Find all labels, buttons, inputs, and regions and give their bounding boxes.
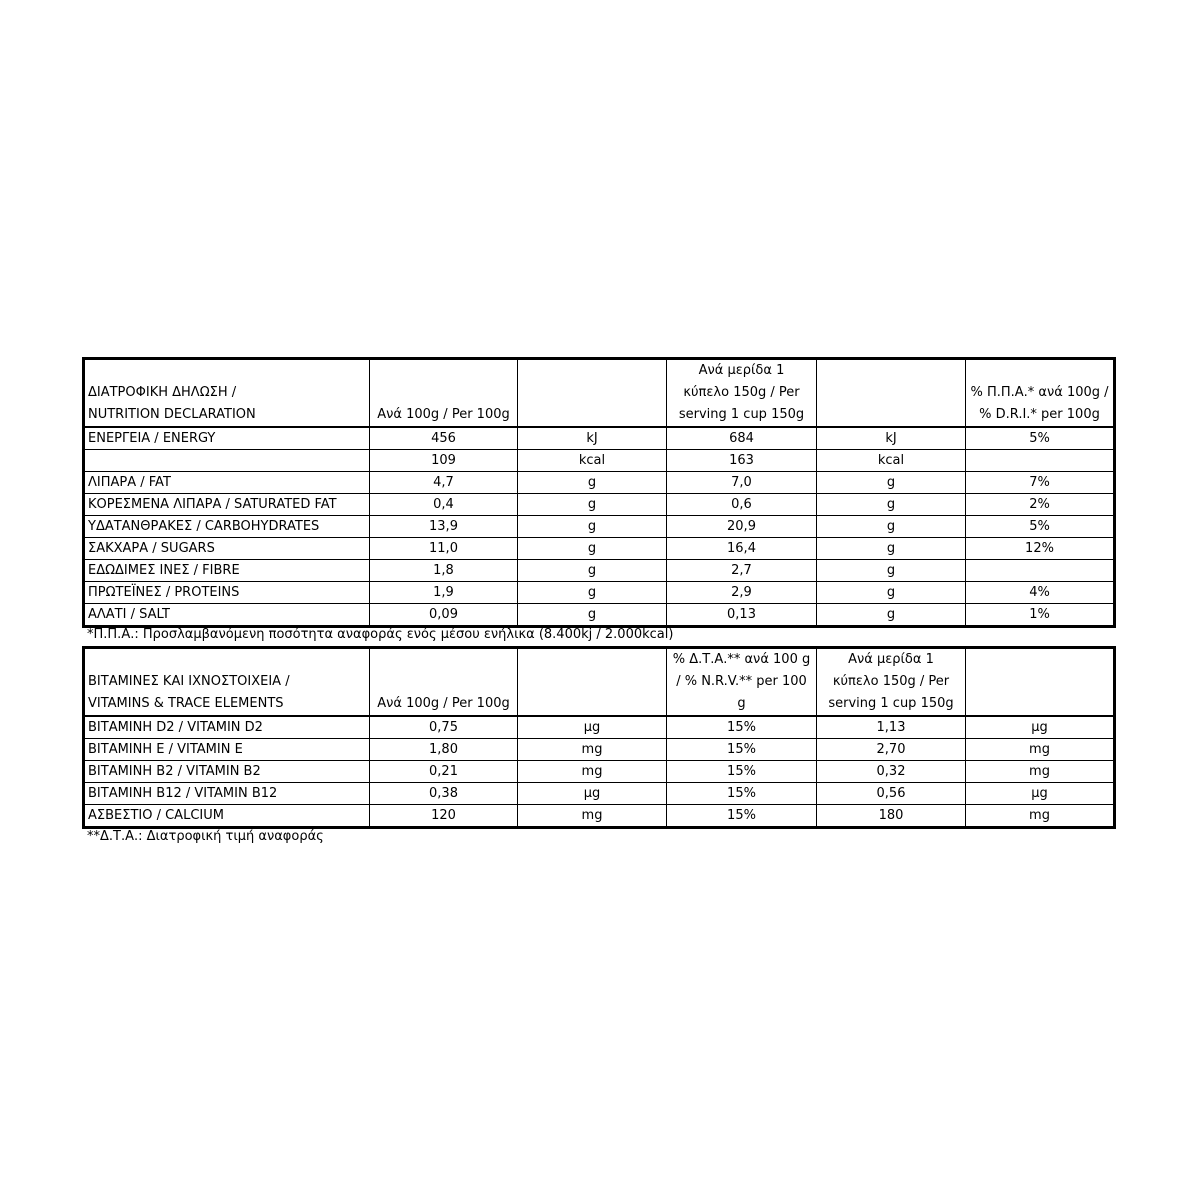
- table-row: [85, 427, 1114, 450]
- cell-per100: 1,80: [370, 739, 518, 761]
- cell-serving: 2,70: [817, 739, 966, 761]
- table-row: [85, 716, 1114, 739]
- cell-name: ΑΛΑΤΙ / SALT: [85, 604, 370, 626]
- header-line: ΒΙΤΑΜΙΝΕΣ ΚΑΙ ΙΧΝΟΣΤΟΙΧΕΙΑ /: [88, 674, 290, 689]
- cell-unit1: mg: [518, 805, 667, 827]
- cell-unit2: mg: [966, 739, 1114, 761]
- cell-nrv: 15%: [667, 716, 817, 739]
- footnote-dri: *Π.Π.Α.: Προσλαμβανόμενη ποσότητα αναφοράς ενός μέσου ενήλικα (8.400kj / 2.000kcal): [87, 627, 674, 642]
- cell-per100: 120: [370, 805, 518, 827]
- table-row: [85, 761, 1114, 783]
- header-per-serving: [667, 360, 817, 428]
- header-line: serving 1 cup 150g: [678, 407, 805, 422]
- cell-dri: 5%: [966, 427, 1114, 450]
- cell-name: ΚΟΡΕΣΜΕΝΑ ΛΙΠΑΡΑ / SATURATED FAT: [85, 494, 370, 516]
- cell-unit1: g: [518, 472, 667, 494]
- cell-per100: 0,09: [370, 604, 518, 626]
- cell-dri: 5%: [966, 516, 1114, 538]
- cell-serving: 2,9: [667, 582, 817, 604]
- cell-nrv: 15%: [667, 739, 817, 761]
- cell-name: ΒΙΤΑΜΙΝΗ B2 / VITAMIN B2: [85, 761, 370, 783]
- header-line: NUTRITION DECLARATION: [88, 407, 256, 422]
- cell-unit1: mg: [518, 739, 667, 761]
- cell-per100: 0,75: [370, 716, 518, 739]
- cell-unit2: g: [817, 582, 966, 604]
- table-row: [85, 783, 1114, 805]
- cell-serving: 0,13: [667, 604, 817, 626]
- header-unit: [518, 360, 667, 428]
- cell-per100: 4,7: [370, 472, 518, 494]
- cell-unit1: g: [518, 494, 667, 516]
- header-per-serving: [817, 649, 966, 717]
- cell-serving: 16,4: [667, 538, 817, 560]
- header-line: % Δ.Τ.Α.** ανά 100 g: [672, 652, 811, 667]
- cell-serving: 0,6: [667, 494, 817, 516]
- cell-serving: 7,0: [667, 472, 817, 494]
- cell-unit2: mg: [966, 761, 1114, 783]
- header-dri: [966, 360, 1114, 428]
- header-line: κύπελο 150g / Per: [683, 385, 800, 400]
- cell-unit1: μg: [518, 716, 667, 739]
- footnote-nrv: **Δ.Τ.Α.: Διατροφική τιμή αναφοράς: [87, 829, 324, 844]
- cell-name: ΛΙΠΑΡΑ / FAT: [85, 472, 370, 494]
- cell-unit2: g: [817, 494, 966, 516]
- cell-nrv: 15%: [667, 761, 817, 783]
- cell-unit2: g: [817, 516, 966, 538]
- header-line: Ανά μερίδα 1: [698, 363, 785, 378]
- cell-unit1: kcal: [518, 450, 667, 472]
- cell-unit1: g: [518, 582, 667, 604]
- header-nrv: [667, 649, 817, 717]
- cell-per100: 1,8: [370, 560, 518, 582]
- header-unit: [817, 360, 966, 428]
- table-row: [85, 538, 1114, 560]
- cell-serving: 2,7: [667, 560, 817, 582]
- cell-name: ΣΑΚΧΑΡΑ / SUGARS: [85, 538, 370, 560]
- header-per-100g: Ανά 100g / Per 100g: [370, 360, 518, 428]
- cell-unit1: g: [518, 560, 667, 582]
- cell-name: ΒΙΤΑΜΙΝΗ D2 / VITAMIN D2: [85, 716, 370, 739]
- cell-name: ΠΡΩΤΕΪΝΕΣ / PROTEINS: [85, 582, 370, 604]
- cell-unit1: g: [518, 538, 667, 560]
- cell-dri: 4%: [966, 582, 1114, 604]
- header-line: ΔΙΑΤΡΟΦΙΚΗ ΔΗΛΩΣΗ /: [88, 385, 237, 400]
- cell-serving: 0,56: [817, 783, 966, 805]
- cell-dri: [966, 560, 1114, 582]
- cell-unit1: μg: [518, 783, 667, 805]
- cell-per100: 1,9: [370, 582, 518, 604]
- cell-unit1: kJ: [518, 427, 667, 450]
- cell-serving: 0,32: [817, 761, 966, 783]
- cell-per100: 11,0: [370, 538, 518, 560]
- cell-nrv: 15%: [667, 805, 817, 827]
- cell-unit2: μg: [966, 716, 1114, 739]
- cell-dri: 2%: [966, 494, 1114, 516]
- cell-name: ΕΔΩΔΙΜΕΣ ΙΝΕΣ / FIBRE: [85, 560, 370, 582]
- cell-per100: 0,21: [370, 761, 518, 783]
- cell-per100: 456: [370, 427, 518, 450]
- header-vitamins: [85, 649, 370, 717]
- cell-serving: 684: [667, 427, 817, 450]
- cell-name: ΥΔΑΤΑΝΘΡΑΚΕΣ / CARBOHYDRATES: [85, 516, 370, 538]
- vitamins-table: [84, 648, 1114, 827]
- table-row: [85, 516, 1114, 538]
- header-line: Ανά μερίδα 1: [848, 652, 934, 667]
- cell-dri: 12%: [966, 538, 1114, 560]
- cell-per100: 13,9: [370, 516, 518, 538]
- cell-unit2: g: [817, 472, 966, 494]
- cell-serving: 1,13: [817, 716, 966, 739]
- cell-unit1: mg: [518, 761, 667, 783]
- header-line: % Π.Π.Α.* ανά 100g /: [970, 385, 1109, 400]
- cell-dri: [966, 450, 1114, 472]
- cell-unit2: g: [817, 604, 966, 626]
- header-line: κύπελο 150g / Per: [832, 674, 950, 689]
- header-nutrition-declaration: [85, 360, 370, 428]
- cell-name: ΕΝΕΡΓΕΙΑ / ENERGY: [85, 427, 370, 450]
- cell-name: [85, 450, 370, 472]
- cell-unit1: g: [518, 604, 667, 626]
- cell-per100: 0,4: [370, 494, 518, 516]
- cell-unit1: g: [518, 516, 667, 538]
- cell-dri: 7%: [966, 472, 1114, 494]
- cell-name: ΒΙΤΑΜΙΝΗ B12 / VITAMIN B12: [85, 783, 370, 805]
- cell-serving: 163: [667, 450, 817, 472]
- table-row: [85, 604, 1114, 626]
- header-line: VITAMINS & TRACE ELEMENTS: [88, 696, 284, 711]
- header-unit: [518, 649, 667, 717]
- cell-per100: 109: [370, 450, 518, 472]
- table-row: [85, 450, 1114, 472]
- header-line: g: [737, 696, 746, 711]
- cell-unit2: kcal: [817, 450, 966, 472]
- nutrition-declaration-table: [84, 359, 1114, 626]
- table-row: [85, 472, 1114, 494]
- header-line: % D.R.I.* per 100g: [979, 407, 1100, 422]
- cell-unit2: μg: [966, 783, 1114, 805]
- header-line: serving 1 cup 150g: [828, 696, 954, 711]
- table-row: [85, 560, 1114, 582]
- cell-per100: 0,38: [370, 783, 518, 805]
- header-unit: [966, 649, 1114, 717]
- table-row: [85, 739, 1114, 761]
- header-line: / % N.R.V.** per 100: [676, 674, 807, 689]
- cell-name: ΒΙΤΑΜΙΝΗ E / VITAMIN E: [85, 739, 370, 761]
- cell-nrv: 15%: [667, 783, 817, 805]
- table-header-row: [85, 649, 1114, 717]
- cell-serving: 20,9: [667, 516, 817, 538]
- table-row: [85, 582, 1114, 604]
- cell-unit2: mg: [966, 805, 1114, 827]
- cell-serving: 180: [817, 805, 966, 827]
- cell-unit2: g: [817, 560, 966, 582]
- cell-name: ΑΣΒΕΣΤΙΟ / CALCIUM: [85, 805, 370, 827]
- cell-dri: 1%: [966, 604, 1114, 626]
- table-row: [85, 494, 1114, 516]
- cell-unit2: kJ: [817, 427, 966, 450]
- header-per-100g: Ανά 100g / Per 100g: [370, 649, 518, 717]
- table-header-row: [85, 360, 1114, 428]
- cell-unit2: g: [817, 538, 966, 560]
- table-row: [85, 805, 1114, 827]
